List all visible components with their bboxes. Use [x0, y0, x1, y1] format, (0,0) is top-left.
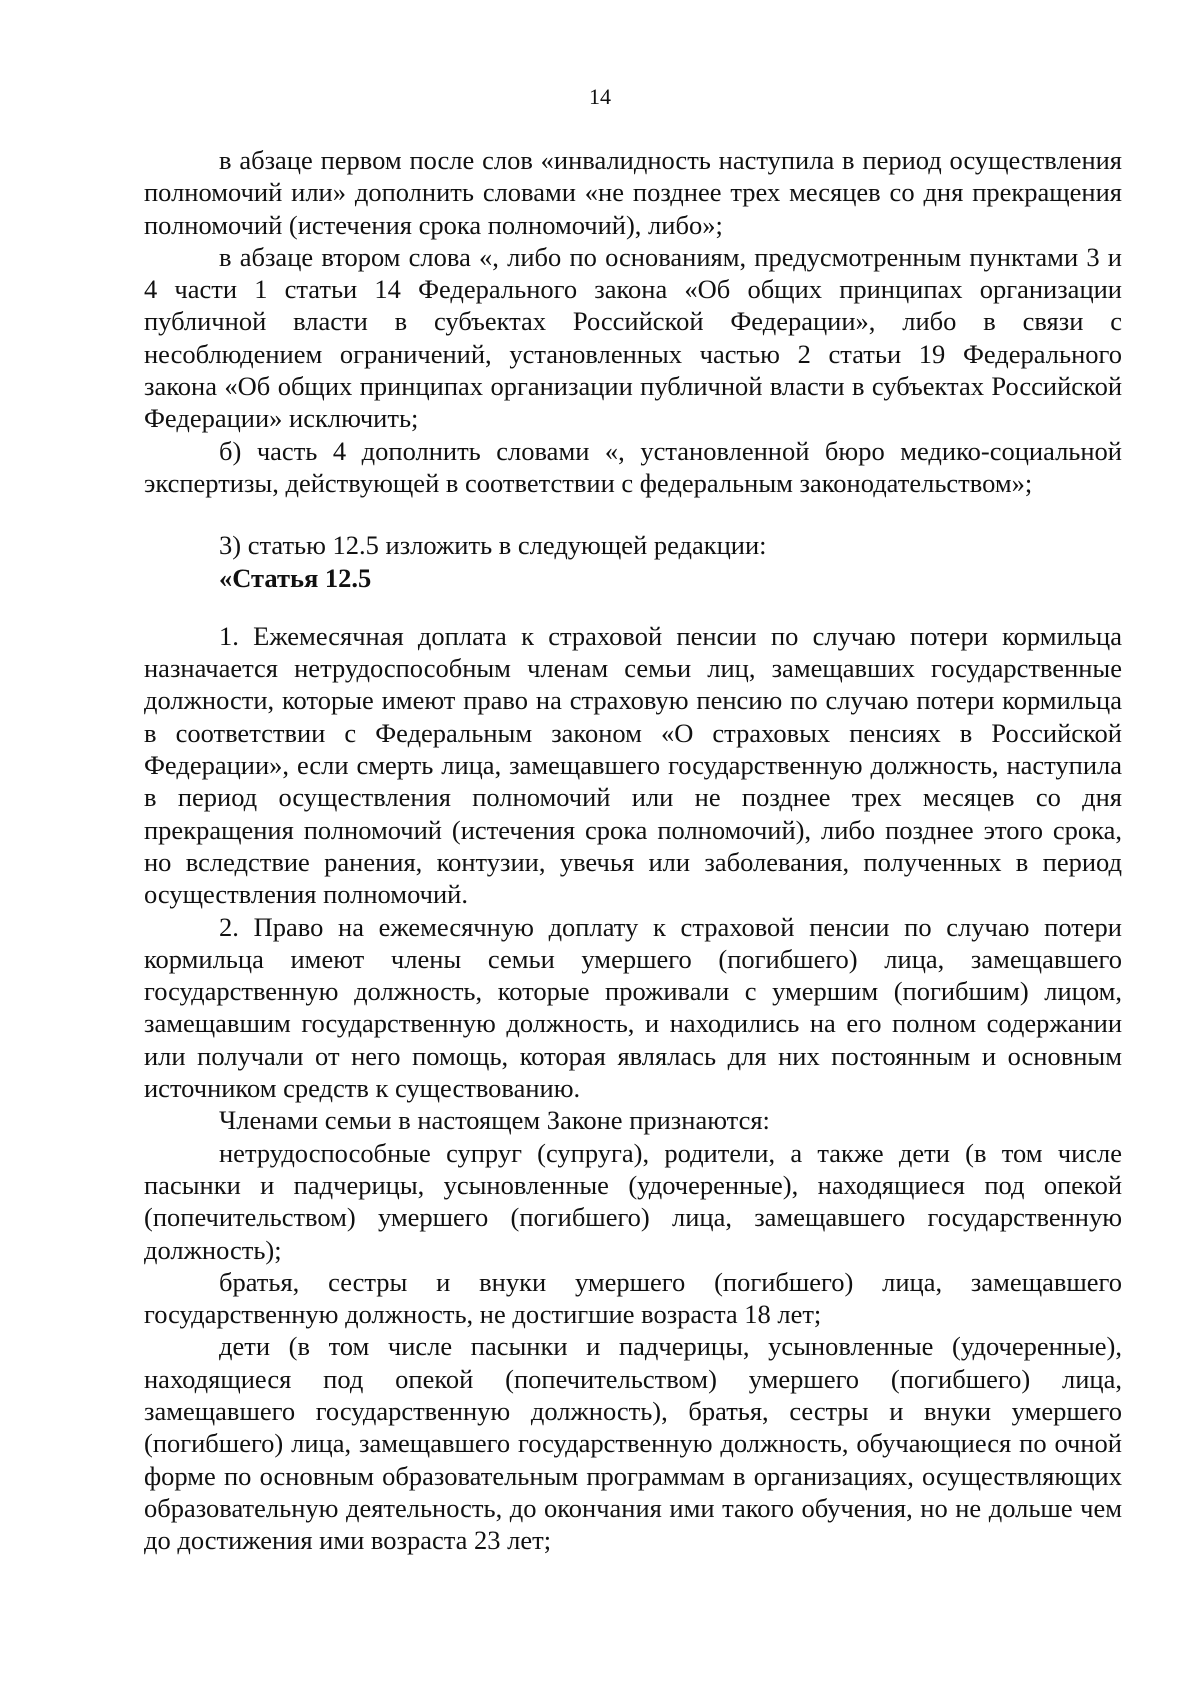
family-members-item-spouse-parents-children: нетрудоспособные супруг (супруга), родители, а также дети (в том числе пасынки и падчерицы, усыновленные (удочеренные), находящиеся под опекой (попечительством) умершего (погибшего) лица, замещавшего государственную должность); [144, 1137, 1122, 1265]
article-heading: «Статья 12.5 [219, 562, 372, 593]
family-members-item-students: дети (в том числе пасынки и падчерицы, усыновленные (удочеренные), находящиеся под опекой (попечительством) умершего (погибшего) лица, замещавшего государственную должность), братья, сестры и внуки умершего (погибшего) лица, замещавшего государственную должность, обучающиеся по очной форме по основным образовательным программам в организациях, осуществляющих образовательную деятельность, до окончания ими такого обучения, но не дольше чем до достижения ими возраста 23 лет; [144, 1331, 1122, 1556]
paragraph-item-3: 3) статью 12.5 изложить в следующей редакции: [219, 530, 767, 561]
family-members-intro: Членами семьи в настоящем Законе признаются: [219, 1105, 770, 1136]
paragraph-amendment-second-abzats: в абзаце втором слова «, либо по основаниям, предусмотренным пунктами 3 и 4 части 1 статьи 14 Федерального закона «Об общих принципах организации публичной власти в субъектах Российской Федерации», либо в связи с несоблюдением ограничений, установленных частью 2 статьи 19 Федерального закона «Об общих принципах организации публичной власти в субъектах Российской Федерации» исключить; [144, 241, 1122, 434]
spacer [144, 594, 1122, 620]
page-number: 14 [589, 84, 611, 109]
document-body [144, 144, 1122, 1556]
article-clause-1: 1. Ежемесячная доплата к страховой пенсии по случаю потери кормильца назначается нетрудоспособным членам семьи лиц, замещавших государственные должности, которые имеют право на страховую пенсию по случаю потери кормильца в соответствии с Федеральным законом «О страховых пенсиях в Российской Федерации», если смерть лица, замещавшего государственную должность, наступила в период осуществления полномочий или не позднее трех месяцев со дня прекращения полномочий (истечения срока полномочий), либо позднее этого срока, но вследствие ранения, контузии, увечья или заболевания, полученных в период осуществления полномочий. [144, 620, 1122, 910]
article-clause-2: 2. Право на ежемесячную доплату к страховой пенсии по случаю потери кормильца имеют члены семьи умершего (погибшего) лица, замещавшего государственную должность, которые проживали с умершим (погибшим) лицом, замещавшим государственную должность, и находились на его полном содержании или получали от него помощь, которая являлась для них постоянным и основным источником средств к существованию. [144, 911, 1122, 1104]
family-members-item-siblings-grandchildren: братья, сестры и внуки умершего (погибшего) лица, замещавшего государственную должность, не достигшие возраста 18 лет; [144, 1266, 1122, 1330]
paragraph-amendment-first-abzats: в абзаце первом после слов «инвалидность наступила в период осуществления полномочий или» дополнить словами «не позднее трех месяцев со дня прекращения полномочий (истечения срока полномочий), либо»; [144, 145, 1122, 240]
paragraph-amendment-part-4: б) часть 4 дополнить словами «, установленной бюро медико-социальной экспертизы, действующей в соответствии с федеральным законодательством»; [144, 435, 1122, 498]
spacer [144, 499, 1122, 529]
